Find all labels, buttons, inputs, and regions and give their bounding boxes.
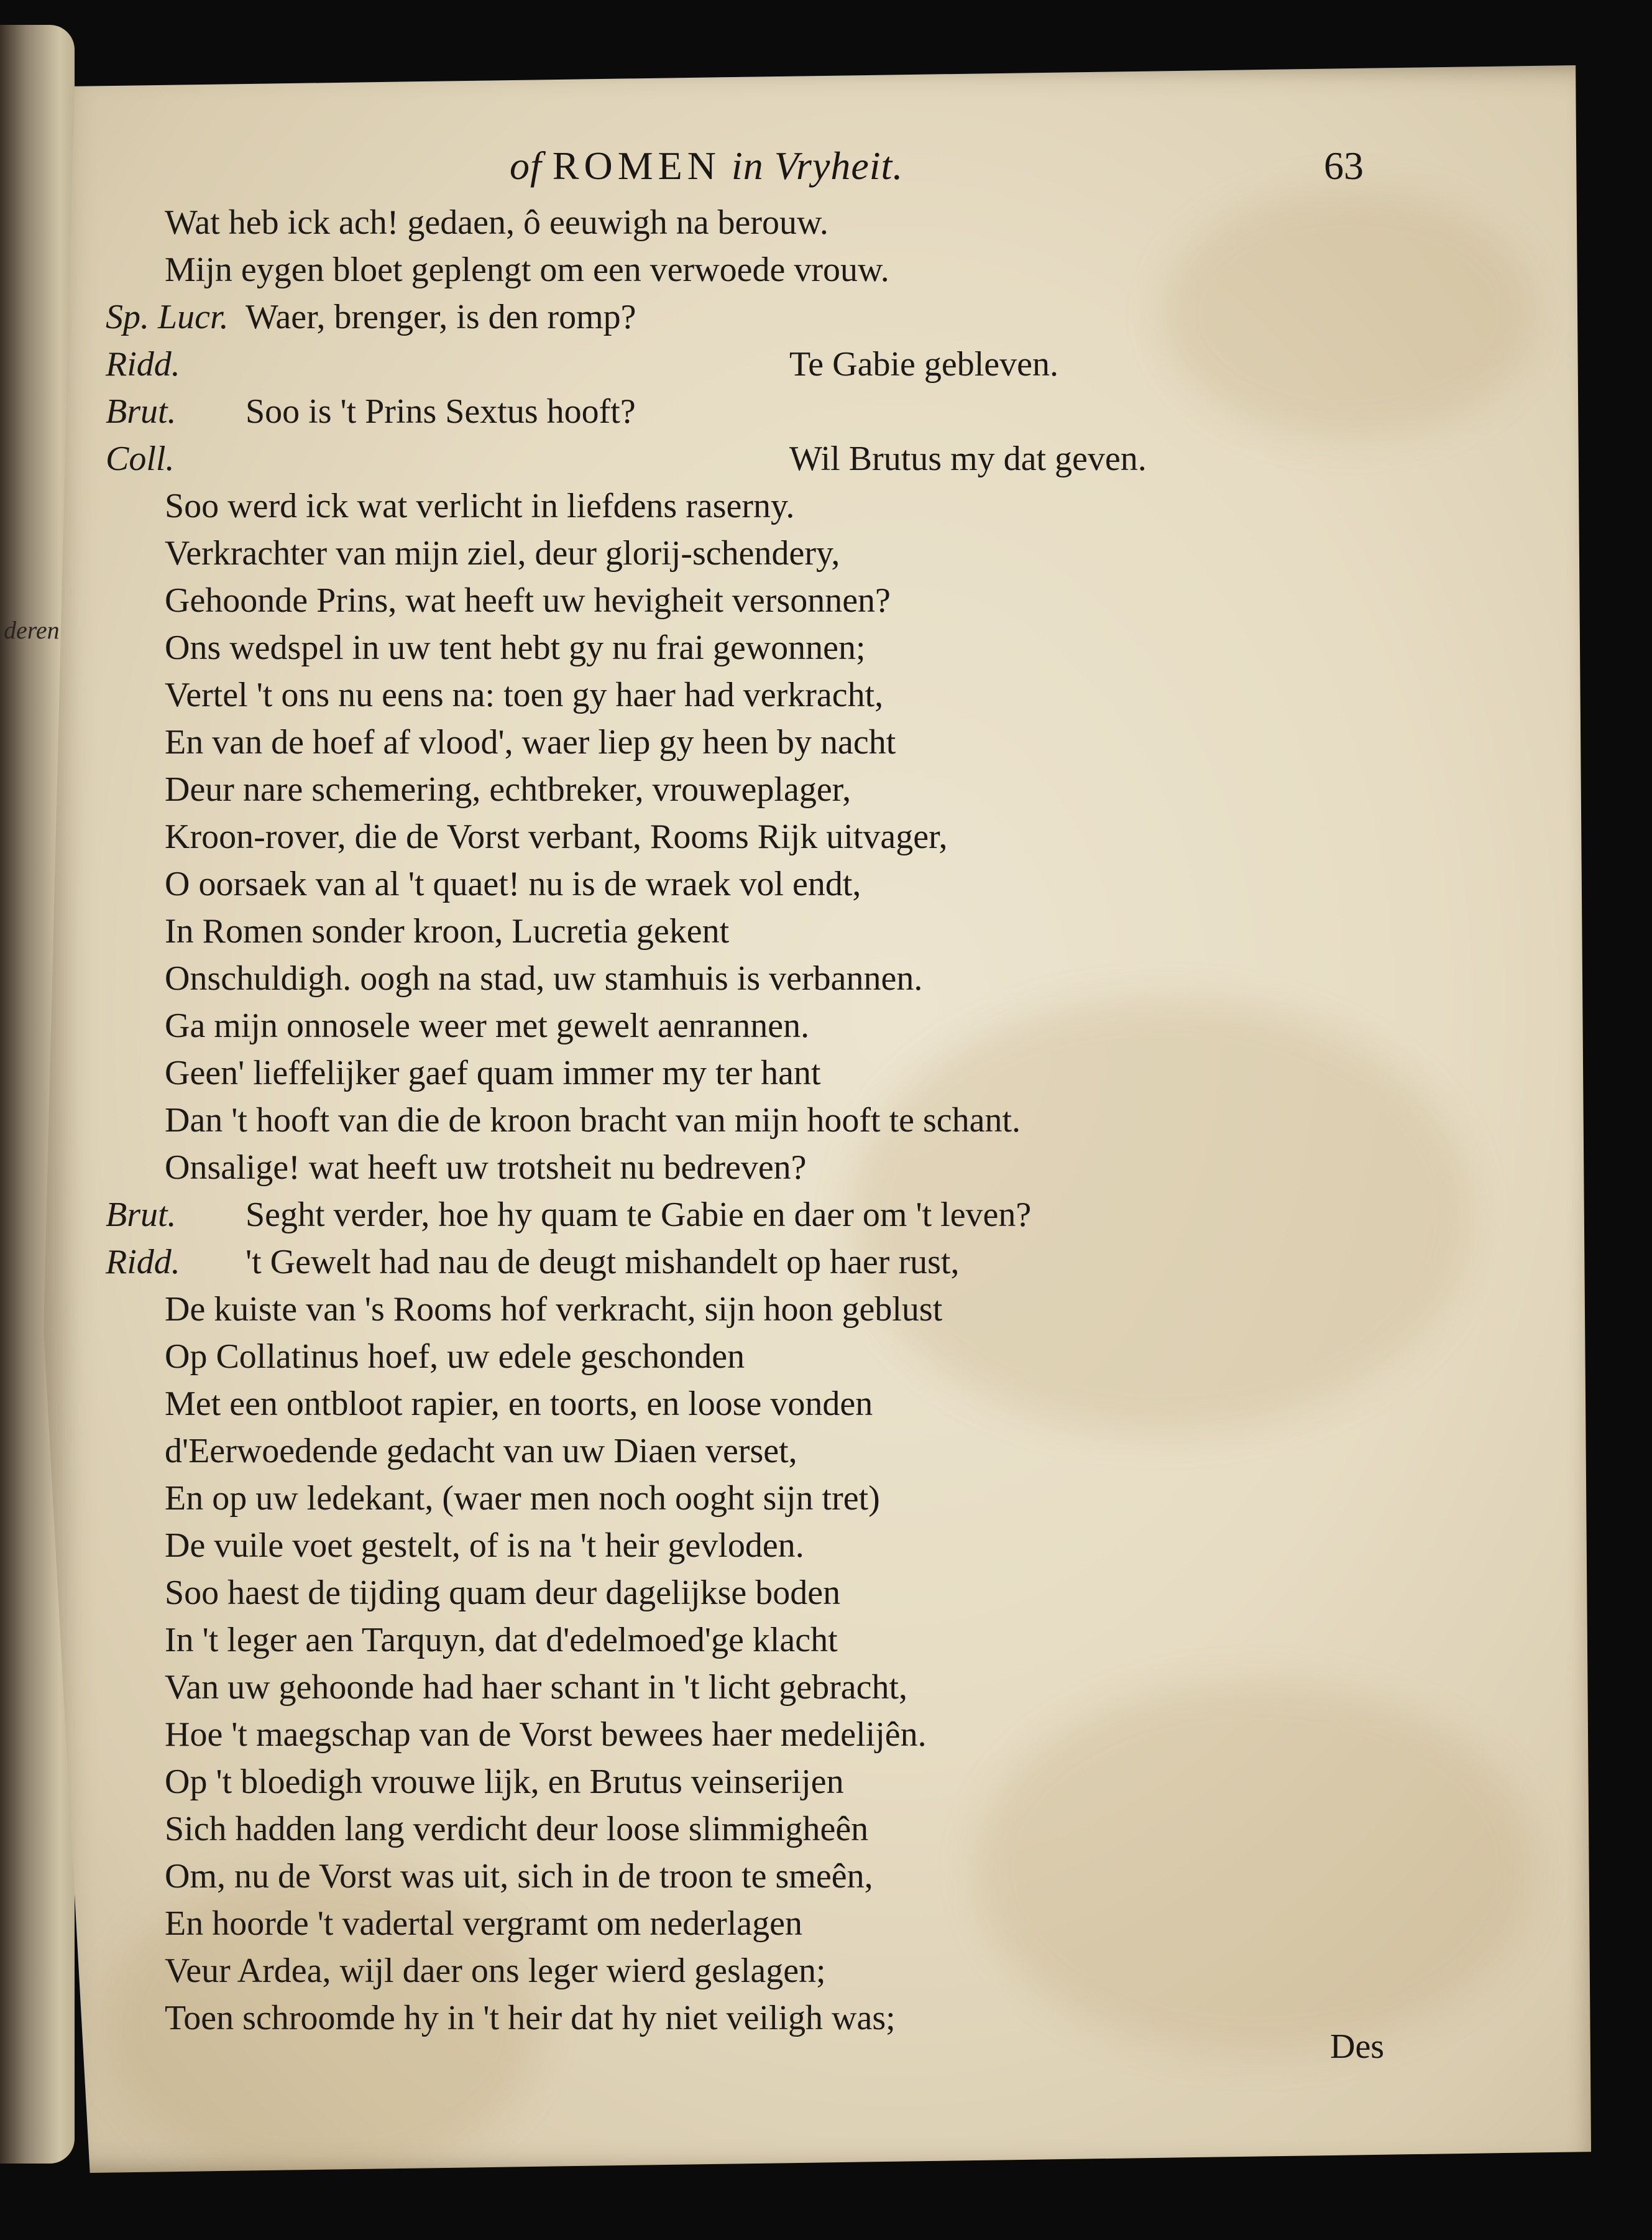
speaker-label: Brut. [106, 392, 177, 431]
running-head-main: ROMEN [552, 144, 721, 188]
verse-text: De kuiste van 's Rooms hof verkracht, sijn hoon geblust [165, 1290, 943, 1329]
verse-text: Mijn eygen bloet geplengt om een verwoede vrouw. [165, 251, 889, 289]
verse-text: In 't leger aen Tarquyn, dat d'edelmoed'ge klacht [165, 1621, 838, 1659]
verse-text: Vertel 't ons nu eens na: toen gy haer had verkracht, [165, 676, 884, 714]
verse-line [106, 1286, 1473, 1333]
verse-line [106, 577, 1473, 624]
verse-text: Soo is 't Prins Sextus hooft? [246, 392, 636, 431]
verse-line [106, 955, 1473, 1002]
verse-text: Toen schroomde hy in 't heir dat hy niet veiligh was; [165, 1999, 896, 2037]
page-number: 63 [1324, 144, 1364, 188]
verse-text: In Romen sonder kroon, Lucretia gekent [165, 912, 730, 951]
verse-text: Wil Brutus my dat geven. [789, 440, 1147, 478]
verse-line [106, 671, 1473, 719]
verse-text: Deur nare schemering, echtbreker, vrouweplager, [165, 770, 851, 809]
verse-text: Verkrachter van mijn ziel, deur glorij-schendery, [165, 534, 840, 573]
verse-line [106, 530, 1473, 577]
verse-line [106, 1947, 1473, 1994]
verse-text: En op uw ledekant, (waer men noch ooght sijn tret) [165, 1479, 880, 1518]
verse-text: Op Collatinus hoef, uw edele geschonden [165, 1337, 745, 1376]
page-header [0, 143, 1652, 199]
verse-text: d'Eerwoedende gedacht van uw Diaen verset, [165, 1432, 797, 1470]
verse-text: Geen' lieffelijker gaef quam immer my ter hant [165, 1054, 821, 1092]
verse-line [106, 1805, 1473, 1853]
verse-line [106, 1616, 1473, 1664]
speaker-label: Brut. [106, 1196, 177, 1234]
left-margin-word: deren [4, 616, 60, 644]
verse-text: Met een ontbloot rapier, en toorts, en loose vonden [165, 1385, 873, 1423]
verse-text: Onschuldigh. oogh na stad, uw stamhuis is verbannen. [165, 959, 923, 998]
verse-line [106, 1900, 1473, 1947]
verse-line [106, 1191, 1473, 1238]
verse-text: Wat heb ick ach! gedaen, ô eeuwigh na berouw. [165, 203, 828, 242]
running-head-prefix: of [510, 144, 542, 188]
verse-line [106, 435, 1473, 482]
verse-line [106, 1853, 1473, 1900]
verse-line [106, 908, 1473, 955]
verse-text: Te Gabie gebleven. [789, 345, 1058, 384]
verse-text: De vuile voet gestelt, of is na 't heir gevloden. [165, 1526, 804, 1565]
verse-line [106, 624, 1473, 671]
verse-line [106, 813, 1473, 860]
verse-line [106, 1994, 1473, 2042]
verse-line [106, 1002, 1473, 1049]
verse-text: Veur Ardea, wijl daer ons leger wierd geslagen; [165, 1952, 826, 1990]
verse-line [106, 1664, 1473, 1711]
verse-line [106, 1475, 1473, 1522]
verse-text: Hoe 't maegschap van de Vorst bewees haer medelijên. [165, 1715, 927, 1754]
running-head-end: Vryheit. [774, 144, 904, 188]
verse-text: Ons wedspel in uw tent hebt gy nu frai gewonnen; [165, 629, 866, 667]
verse-line [106, 293, 1473, 341]
verse-text: En van de hoef af vlood', waer liep gy heen by nacht [165, 723, 896, 762]
verse-text: Onsalige! wat heeft uw trotsheit nu bedreven? [165, 1148, 807, 1187]
verse-line [106, 766, 1473, 813]
verse-line [106, 482, 1473, 530]
speaker-label: Coll. [106, 440, 175, 478]
verse-line [106, 1427, 1473, 1475]
verse-line [106, 246, 1473, 293]
speaker-label: Sp. Lucr. [106, 298, 229, 336]
verse-line [106, 860, 1473, 908]
verse-text: Gehoonde Prins, wat heeft uw hevigheit versonnen? [165, 581, 891, 620]
verse-line [106, 388, 1473, 435]
verse-text: Dan 't hooft van die de kroon bracht van mijn hooft te schant. [165, 1101, 1021, 1140]
verse-line [106, 1238, 1473, 1286]
verse-line [106, 1380, 1473, 1427]
verse-line [106, 341, 1473, 388]
verse-text: Sich hadden lang verdicht deur loose slimmigheên [165, 1810, 869, 1848]
verse-text: Waer, brenger, is den romp? [246, 298, 636, 336]
speaker-label: Ridd. [106, 345, 180, 384]
verse-text: Kroon-rover, die de Vorst verbant, Rooms Rijk uitvager, [165, 818, 948, 856]
verse-body [106, 199, 1473, 2042]
verse-text: Van uw gehoonde had haer schant in 't licht gebracht, [165, 1668, 908, 1707]
speaker-label: Ridd. [106, 1243, 180, 1281]
verse-text: Om, nu de Vorst was uit, sich in de troon te smeên, [165, 1857, 873, 1896]
verse-line [106, 1144, 1473, 1191]
verse-text: Op 't bloedigh vrouwe lijk, en Brutus veinserijen [165, 1763, 844, 1801]
verse-line [106, 1049, 1473, 1097]
verse-line [106, 1569, 1473, 1616]
verse-text: Ga mijn onnosele weer met gewelt aenrannen. [165, 1007, 810, 1045]
verse-text: O oorsaek van al 't quaet! nu is de wraek vol endt, [165, 865, 861, 903]
verse-line [106, 1758, 1473, 1805]
verse-line [106, 719, 1473, 766]
verse-line [106, 1711, 1473, 1758]
running-head [510, 143, 903, 189]
catchword: Des [1330, 2027, 1385, 2066]
verse-line [106, 199, 1473, 246]
verse-text: En hoorde 't vadertal vergramt om nederlagen [165, 1904, 802, 1943]
verse-text: Seght verder, hoe hy quam te Gabie en daer om 't leven? [246, 1196, 1032, 1234]
verse-line [106, 1333, 1473, 1380]
verse-line [106, 1522, 1473, 1569]
verse-text: 't Gewelt had nau de deugt mishandelt op haer rust, [246, 1243, 960, 1281]
verse-text: Soo werd ick wat verlicht in liefdens raserny. [165, 487, 795, 525]
verse-line [106, 1097, 1473, 1144]
verse-text: Soo haest de tijding quam deur dagelijkse boden [165, 1574, 841, 1612]
running-head-mid: in [731, 144, 764, 188]
